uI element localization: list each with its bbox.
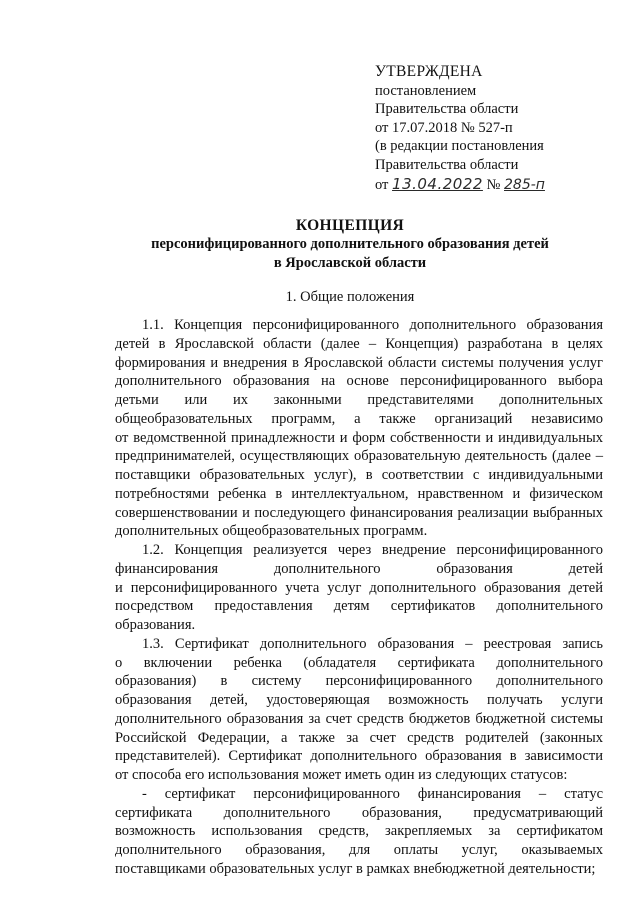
body-line: формирования и внедрения в Ярославской области системы получения услуг: [115, 354, 603, 371]
body-line: дополнительного образования за счет средств бюджетов бюджетной системы: [115, 710, 603, 727]
body-line: общеобразовательных программ, а также организаций независимо: [115, 410, 603, 427]
title-line: в Ярославской области: [273, 255, 427, 271]
body-line: 1.2. Концепция реализуется через внедрение персонифицированного: [142, 542, 603, 558]
body-line: от ведомственной принадлежности и форм собственности и индивидуальных: [115, 429, 603, 446]
approval-amendment-line: [375, 175, 615, 195]
handwritten-date: 13.04.2022: [392, 174, 483, 193]
approval-line: (в редакции постановления: [375, 138, 544, 155]
title-line: персонифицированного дополнительного образования детей: [151, 236, 549, 252]
body-line: - сертификат персонифицированного финансирования – статус: [142, 785, 603, 802]
document-title: [100, 216, 600, 273]
document-body: [115, 316, 603, 879]
body-line: предпринимателей, осуществляющих образовательную деятельность (далее –: [115, 448, 603, 465]
body-line: представителей). Сертификат дополнительного образования в зависимости: [115, 748, 603, 765]
body-line: детьми или их законными представителями дополнительных: [115, 392, 603, 408]
body-line: сертификата дополнительного образования, предусматривающий: [115, 804, 603, 821]
body-line: поставщики образовательных услуг), в соответствии с индивидуальными: [115, 467, 603, 483]
body-line: 1.3. Сертификат дополнительного образования – реестровая запись: [142, 635, 603, 652]
approval-heading: УТВЕРЖДЕНА: [375, 63, 483, 80]
body-line: дополнительных общеобразовательных программ.: [115, 523, 428, 540]
body-line: образования) в систему персонифицированного дополнительного: [115, 673, 603, 690]
body-line: поставщиками образовательных услуг в рамках внебюджетной деятельности;: [115, 860, 596, 877]
body-line: финансирования дополнительного образования детей: [115, 560, 603, 577]
handwritten-number: 285-п: [504, 176, 545, 193]
body-line: детей в Ярославской области (далее – Концепция) разработана в целях: [115, 335, 603, 352]
body-line: совершенствовании и последующего финансирования реализации выбранных: [115, 504, 603, 521]
body-line: о включении ребенка (обладателя сертификата дополнительного: [115, 654, 603, 671]
approval-decree-ref: от 17.07.2018 № 527-п: [375, 119, 513, 136]
approval-line: Правительства области: [375, 156, 519, 173]
approval-stamp-block: [375, 63, 615, 194]
body-line: образования.: [115, 617, 196, 633]
body-line: потребностями ребенка в интеллектуальном, нравственном и физическом: [115, 485, 603, 502]
section-heading: 1. Общие положения: [285, 289, 415, 305]
body-line: дополнительного образования на основе персонифицированного выбора: [115, 373, 603, 390]
body-line: посредством предоставления детям сертификатов дополнительного: [115, 598, 603, 615]
number-sign: №: [486, 176, 501, 193]
body-line: от способа его использования может иметь один из следующих статусов:: [115, 767, 568, 783]
from-prefix: от: [375, 176, 389, 193]
body-line: и персонифицированного учета услуг дополнительного образования детей: [115, 579, 603, 596]
body-line: дополнительного образования, для оплаты услуг, оказываемых: [115, 842, 603, 858]
body-line: возможность использования средств, закрепляемых за сертификатом: [115, 823, 603, 840]
body-line: Российской Федерации, а также за счет средств родителей (законных: [115, 729, 603, 746]
body-line: 1.1. Концепция персонифицированного дополнительного образования: [142, 317, 603, 333]
body-line: образования детей, удостоверяющая возможность получать услуги: [115, 692, 603, 708]
approval-line: постановлением: [375, 82, 477, 99]
approval-line: Правительства области: [375, 101, 519, 118]
title-line: КОНЦЕПЦИЯ: [295, 217, 405, 234]
